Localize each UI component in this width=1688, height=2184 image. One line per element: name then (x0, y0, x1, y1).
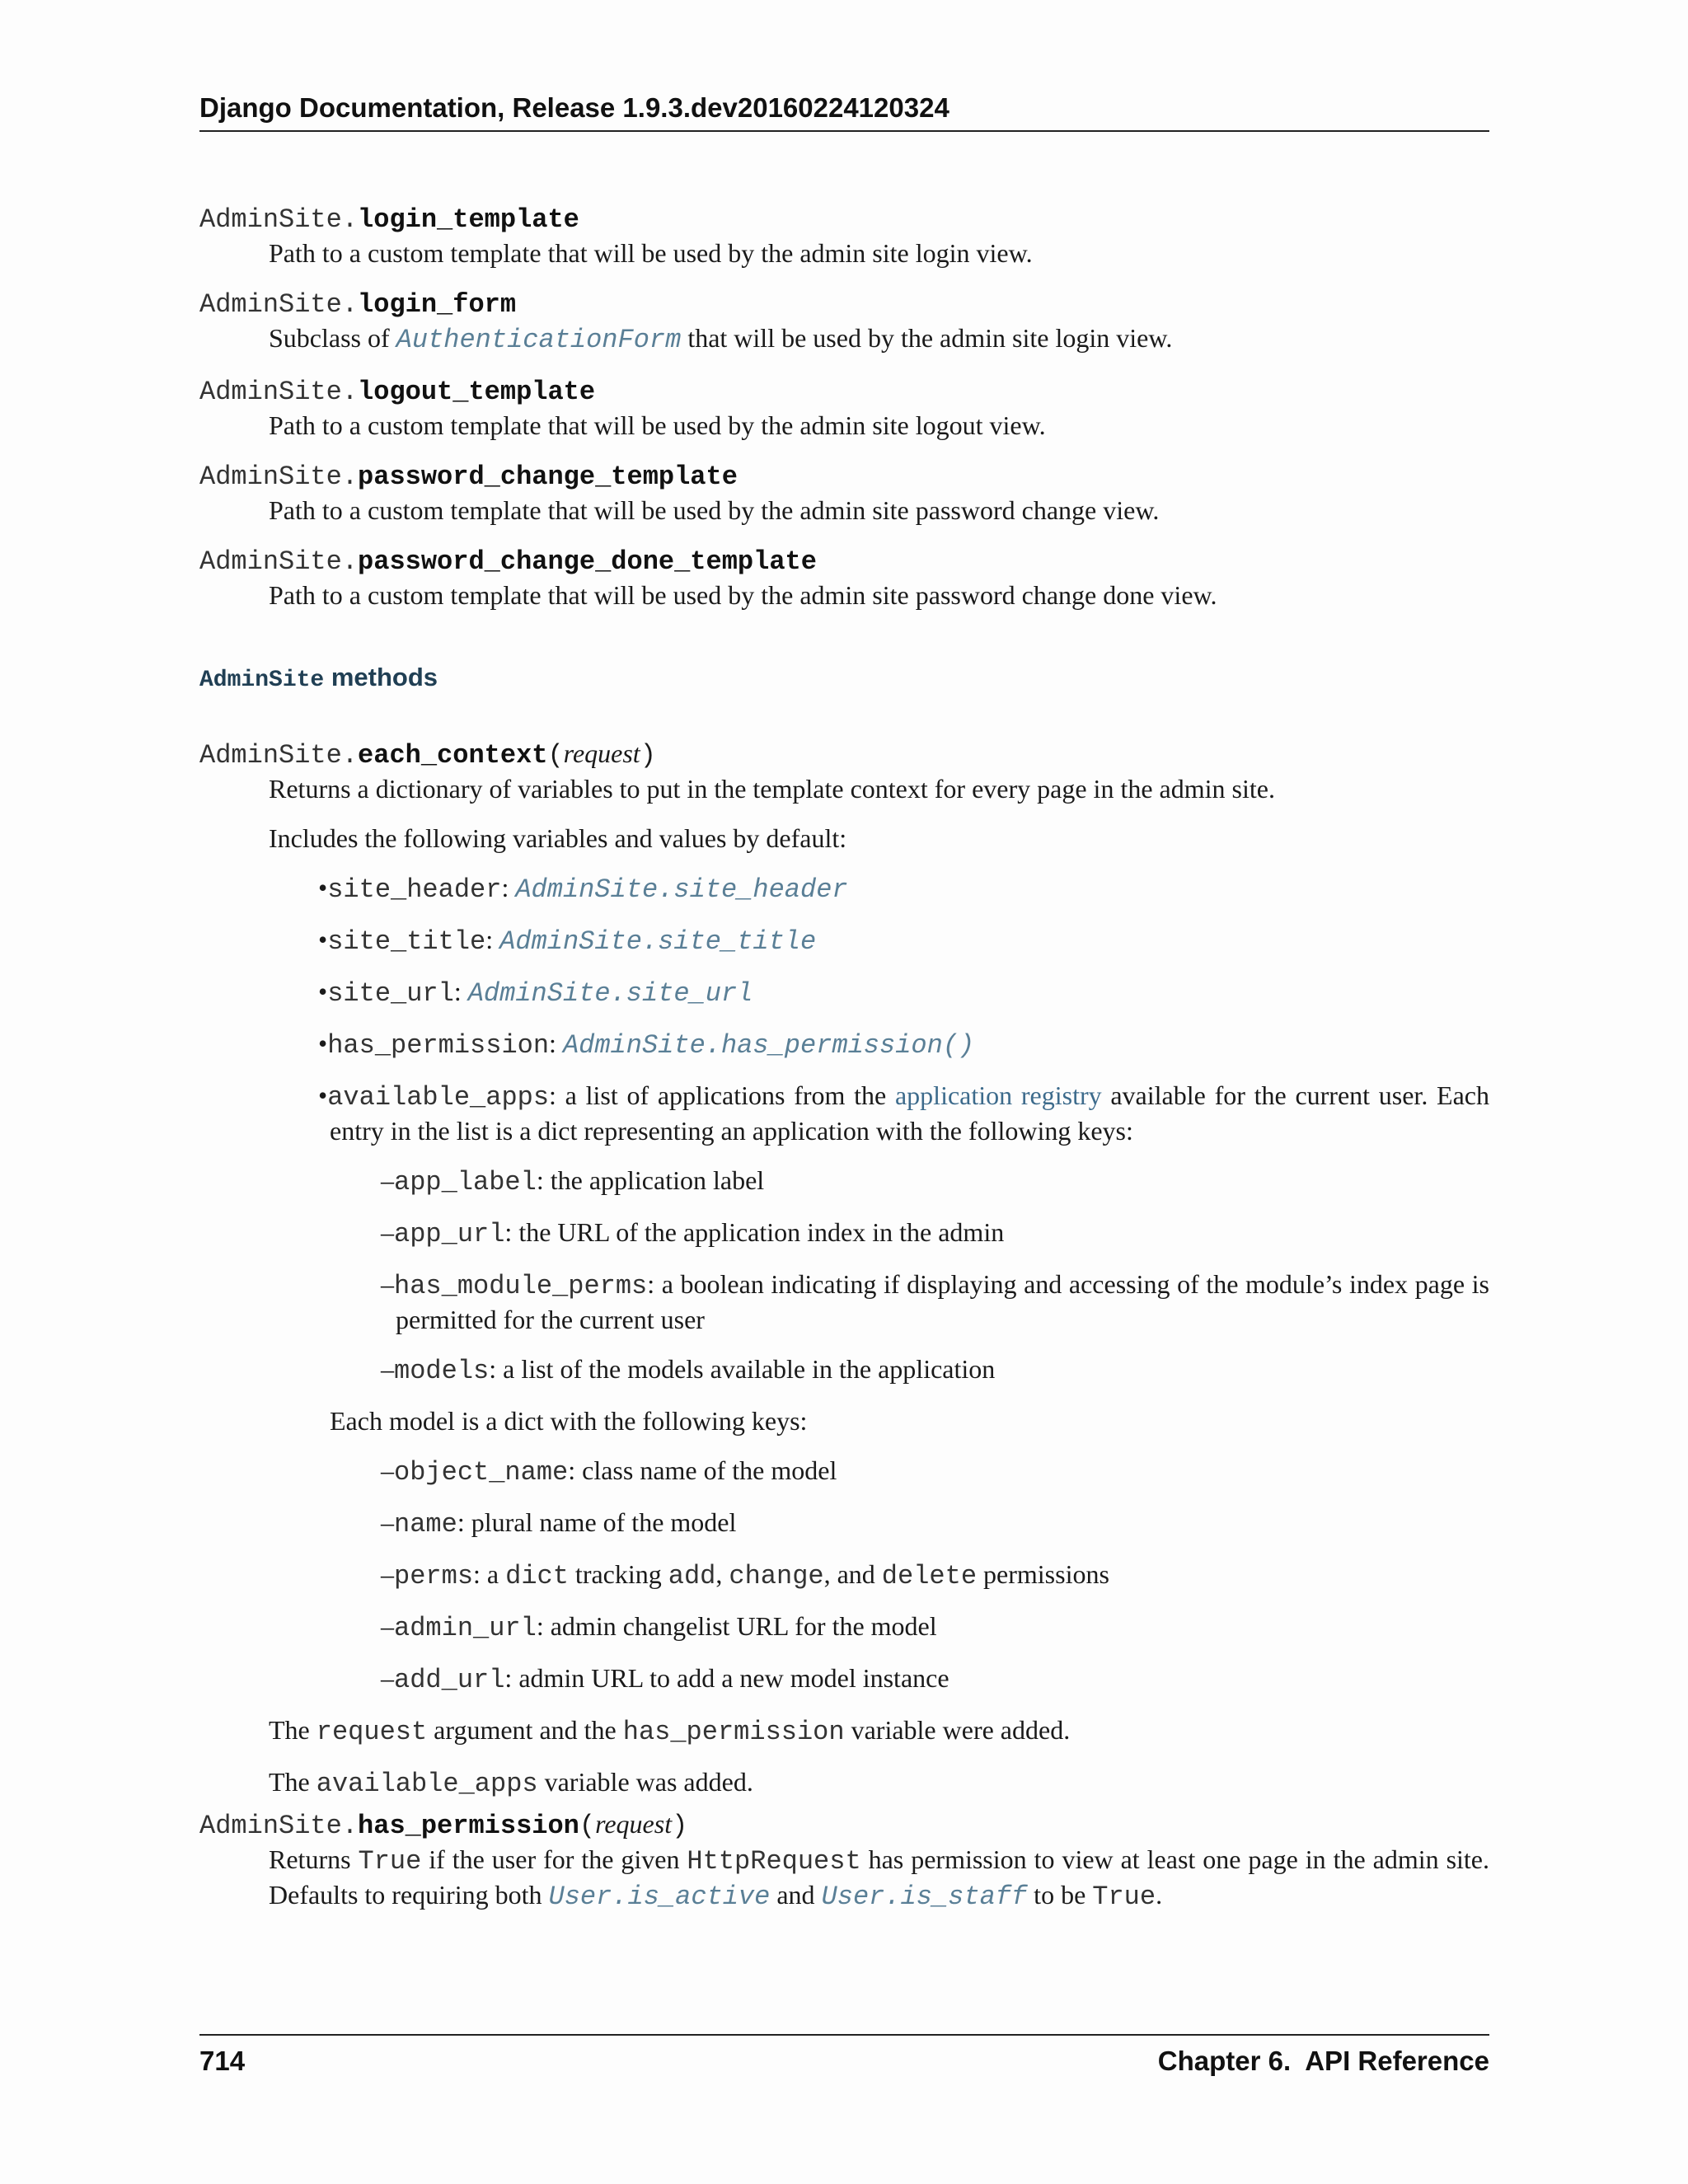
method-name: each_context (358, 740, 548, 771)
key-name: app_label (394, 1167, 537, 1197)
inline-code: delete (881, 1561, 978, 1591)
method-signature (199, 1807, 1489, 1843)
key-name: admin_url (394, 1613, 537, 1643)
open-paren: ( (579, 1811, 596, 1841)
inline-code: HttpRequest (687, 1846, 861, 1877)
method-name: has_permission (358, 1811, 579, 1841)
key-description: : the application label (536, 1165, 765, 1195)
key-name: app_url (394, 1219, 505, 1249)
list-item: •site_title: AdminSite.site_title (318, 925, 817, 957)
has-permission-link[interactable]: AdminSite.has_permission() (562, 1030, 975, 1061)
class-name: AdminSite. (199, 204, 359, 235)
key-description: : the URL of the application index in the admin (504, 1217, 1005, 1247)
key-description: , and (823, 1559, 882, 1589)
note-text: variable were added. (844, 1715, 1071, 1745)
attribute-description: Path to a custom template that will be used by the admin site password change view. (269, 495, 1160, 525)
variable-name: available_apps (327, 1082, 550, 1113)
key-name: perms (394, 1561, 474, 1591)
page-content (199, 201, 1489, 1914)
attribute-entry-password-change-template (199, 458, 1489, 527)
app-keys-list (381, 1164, 1489, 1388)
inline-code: request (316, 1717, 428, 1747)
inline-code: change (729, 1561, 824, 1591)
attribute-description (269, 321, 1489, 357)
key-name: has_module_perms (394, 1271, 648, 1301)
application-registry-link[interactable]: application registry (894, 1080, 1102, 1110)
authentication-form-link[interactable]: AuthenticationForm (396, 325, 682, 355)
attribute-signature (199, 543, 1489, 579)
inline-code: has_permission (622, 1717, 845, 1747)
list-item: •has_permission: AdminSite.has_permission() (318, 1029, 975, 1061)
key-description: : a boolean indicating if displaying and accessing of the module’s index page is permitted for the current user (396, 1269, 1489, 1334)
attribute-signature (199, 201, 1489, 237)
list-item: –app_url: the URL of the application index in the admin (381, 1217, 1005, 1249)
note-text: argument and the (427, 1715, 623, 1745)
inline-code: True (358, 1846, 422, 1877)
close-paren: ) (640, 740, 656, 771)
section-heading-text: methods (324, 663, 438, 691)
list-item: –perms: a dict tracking add, change, and delete permissions (381, 1559, 1109, 1591)
running-header: Django Documentation, Release 1.9.3.dev20160224120324 (199, 92, 1489, 132)
bullet-text: : a list of applications from the (549, 1080, 895, 1110)
key-name: name (394, 1509, 457, 1540)
attribute-signature (199, 458, 1489, 494)
class-name: AdminSite. (199, 1811, 359, 1841)
site-url-link[interactable]: AdminSite.site_url (467, 978, 753, 1009)
method-entry-has-permission (199, 1807, 1489, 1914)
attribute-description: Path to a custom template that will be used by the admin site logout view. (269, 410, 1046, 440)
variable-name: has_permission (327, 1030, 550, 1061)
section-heading-code: AdminSite (199, 668, 325, 693)
attribute-signature (199, 286, 1489, 321)
list-item: –add_url: admin URL to add a new model instance (381, 1663, 950, 1695)
list-item: –object_name: class name of the model (381, 1455, 837, 1488)
separator: : (501, 873, 516, 902)
inline-code: available_apps (316, 1769, 538, 1799)
list-item: –name: plural name of the model (381, 1507, 737, 1540)
separator: : (549, 1029, 563, 1058)
parameter-name: request (563, 738, 640, 768)
inline-code: dict (505, 1561, 569, 1591)
key-description: permissions (977, 1559, 1109, 1589)
method-description (269, 1843, 1489, 1914)
key-description: : a (473, 1559, 506, 1589)
variable-name: site_header (327, 874, 502, 905)
description-text: Returns (269, 1844, 359, 1874)
list-item: •available_apps: a list of applications from the application registry available for the current user. Each entry in the list is a dict representing an application with the following keys: –app_label: the application label –app_url: the URL of the application index in the admin –has_module_perms: a boolean indicating if displaying and accessing of the module’s index page is permitted for the current user –models: a list of the models available in the application Each model is a dict with the following keys: –object_name: class name of the model –name: plural name of the model –perms: a dict tracking add, change, and delete permissions –admin_url: admin changelist URL for the model –add_url: admin URL to add a new model instance (318, 1080, 1490, 1695)
key-description: tracking (568, 1559, 668, 1589)
separator: : (485, 925, 500, 954)
attribute-name: logout_template (358, 377, 596, 407)
inline-code: True (1092, 1882, 1156, 1912)
note-text: variable was added. (537, 1767, 753, 1797)
class-name: AdminSite. (199, 289, 359, 320)
class-name: AdminSite. (199, 546, 359, 577)
class-name: AdminSite. (199, 740, 359, 771)
description-text: that will be used by the admin site login view. (681, 323, 1173, 353)
key-name: models (394, 1356, 490, 1386)
model-intro: Each model is a dict with the following keys: (330, 1406, 808, 1436)
separator: : (453, 977, 468, 1006)
key-name: add_url (394, 1665, 505, 1695)
description-text: . (1156, 1880, 1163, 1910)
list-item: •site_url: AdminSite.site_url (318, 977, 753, 1009)
list-item: –has_module_perms: a boolean indicating if displaying and accessing of the module’s index page is permitted for the current user (381, 1269, 1489, 1334)
variable-name: site_url (327, 978, 454, 1009)
key-description: , (715, 1559, 729, 1589)
class-name: AdminSite. (199, 462, 359, 492)
attribute-name: password_change_done_template (358, 546, 817, 577)
description-text: Subclass of (269, 323, 396, 353)
attribute-name: login_template (358, 204, 579, 235)
note-text: The (269, 1715, 316, 1745)
parameter-name: request (595, 1809, 673, 1839)
description-text: has permission to view at least one page in the admin site. Defaults to requiring both (269, 1844, 1490, 1910)
variables-intro: Includes the following variables and values by default: (269, 823, 847, 853)
key-description: : admin changelist URL for the model (536, 1611, 937, 1641)
version-note (269, 1713, 1489, 1749)
chapter-title: Chapter 6. API Reference (1157, 2046, 1489, 2076)
section-heading (199, 661, 1489, 697)
user-is-active-link[interactable]: User.is_active (548, 1882, 771, 1912)
attribute-entry-logout-template (199, 373, 1489, 442)
key-description: : admin URL to add a new model instance (504, 1663, 950, 1693)
running-footer (199, 2034, 1489, 2077)
description-text: to be (1027, 1880, 1093, 1910)
bullet-text: available for the current user. Each entry in the list is a dict representing an application with the following keys: (330, 1080, 1490, 1146)
attribute-description: Path to a custom template that will be used by the admin site password change done view. (269, 580, 1217, 610)
key-name: object_name (394, 1457, 569, 1488)
version-note (269, 1765, 1489, 1801)
site-header-link[interactable]: AdminSite.site_header (515, 874, 848, 905)
context-variables-list (318, 871, 1489, 1697)
inline-code: add (668, 1561, 716, 1591)
page-number: 714 (199, 2046, 246, 2076)
user-is-staff-link[interactable]: User.is_staff (821, 1882, 1028, 1912)
note-text: The (269, 1767, 316, 1797)
attribute-name: password_change_template (358, 462, 738, 492)
method-entry-each-context (199, 737, 1489, 1801)
method-signature (199, 737, 1489, 772)
attribute-entry-password-change-done-template (199, 543, 1489, 612)
description-text: if the user for the given (421, 1844, 687, 1874)
model-keys-list (381, 1454, 1489, 1697)
open-paren: ( (547, 740, 564, 771)
key-description: : class name of the model (568, 1455, 837, 1485)
key-description: : a list of the models available in the application (489, 1354, 996, 1384)
list-item: –admin_url: admin changelist URL for the model (381, 1611, 937, 1643)
variable-name: site_title (327, 926, 486, 957)
key-description: : plural name of the model (457, 1507, 737, 1537)
description-text: and (770, 1880, 822, 1910)
method-description: Returns a dictionary of variables to put in the template context for every page in the admin site. (269, 774, 1275, 804)
attribute-entry-login-form (199, 286, 1489, 357)
list-item: –models: a list of the models available in the application (381, 1354, 996, 1386)
attribute-description: Path to a custom template that will be used by the admin site login view. (269, 238, 1033, 268)
attribute-signature (199, 373, 1489, 409)
list-item: –app_label: the application label (381, 1165, 765, 1197)
attribute-name: login_form (358, 289, 517, 320)
site-title-link[interactable]: AdminSite.site_title (499, 926, 817, 957)
close-paren: ) (672, 1811, 688, 1841)
attribute-entry-login-template (199, 201, 1489, 269)
class-name: AdminSite. (199, 377, 359, 407)
list-item: •site_header: AdminSite.site_header (318, 873, 848, 905)
